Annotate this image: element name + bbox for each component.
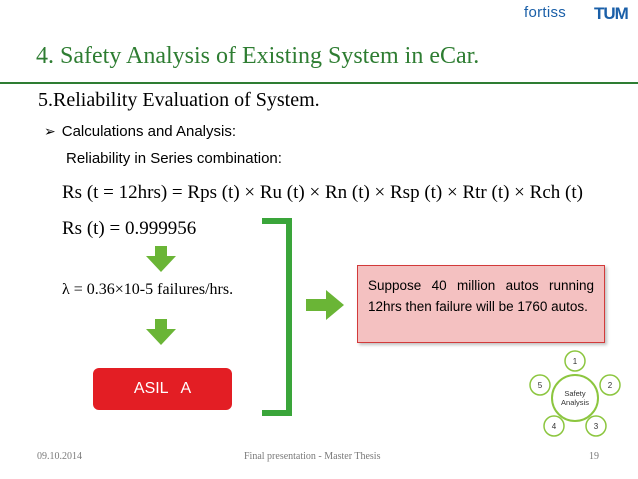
right-arrow-icon — [306, 290, 344, 320]
tum-logo: TUM — [594, 4, 628, 23]
cycle-center-label-1: Safety — [564, 389, 586, 398]
footer-title: Final presentation - Master Thesis — [244, 451, 381, 462]
footer-date: 09.10.2014 — [37, 451, 82, 462]
bullet-text: Calculations and Analysis: — [61, 123, 236, 140]
fortiss-logo: fortiss — [524, 4, 567, 21]
cycle-node-5 — [530, 375, 550, 395]
svg-text:1: 1 — [572, 357, 578, 366]
footer-page-number: 19 — [589, 451, 599, 462]
down-arrow-icon — [146, 246, 176, 272]
down-arrow-icon — [146, 319, 176, 345]
sub-bullet-text: Reliability in Series combination: — [66, 150, 282, 167]
cycle-node-2 — [600, 375, 620, 395]
safety-analysis-cycle-diagram — [520, 346, 630, 446]
slide-subtitle: 5.Reliability Evaluation of System. — [38, 89, 320, 111]
cycle-center-label-2: Analysis — [561, 398, 589, 407]
svg-text:4: 4 — [551, 422, 557, 431]
equation-reliability-value: Rs (t) = 0.999956 — [62, 218, 197, 239]
svg-text:5: 5 — [537, 381, 543, 390]
svg-text:2: 2 — [607, 381, 613, 390]
failure-callout-box: Suppose 40 million autos running 12hrs then failure will be 1760 autos. — [357, 265, 605, 343]
equation-failure-rate: λ = 0.36×10-5 failures/hrs. — [62, 281, 234, 298]
cycle-node-3 — [586, 416, 606, 436]
title-divider — [0, 82, 638, 84]
asil-rating-box: ASIL A — [93, 368, 232, 410]
grouping-bracket — [262, 218, 292, 416]
cycle-node-1 — [565, 351, 585, 371]
bullet-item — [44, 123, 236, 140]
equation-series-reliability: Rs (t = 12hrs) = Rps (t) × Ru (t) × Rn (t) × Rsp (t) × Rtr (t) × Rch (t) — [62, 182, 583, 203]
cycle-node-4 — [544, 416, 564, 436]
bullet-arrow-icon: ➢ — [44, 123, 56, 139]
svg-text:3: 3 — [593, 422, 599, 431]
slide-title: 4. Safety Analysis of Existing System in eCar. — [36, 43, 480, 69]
